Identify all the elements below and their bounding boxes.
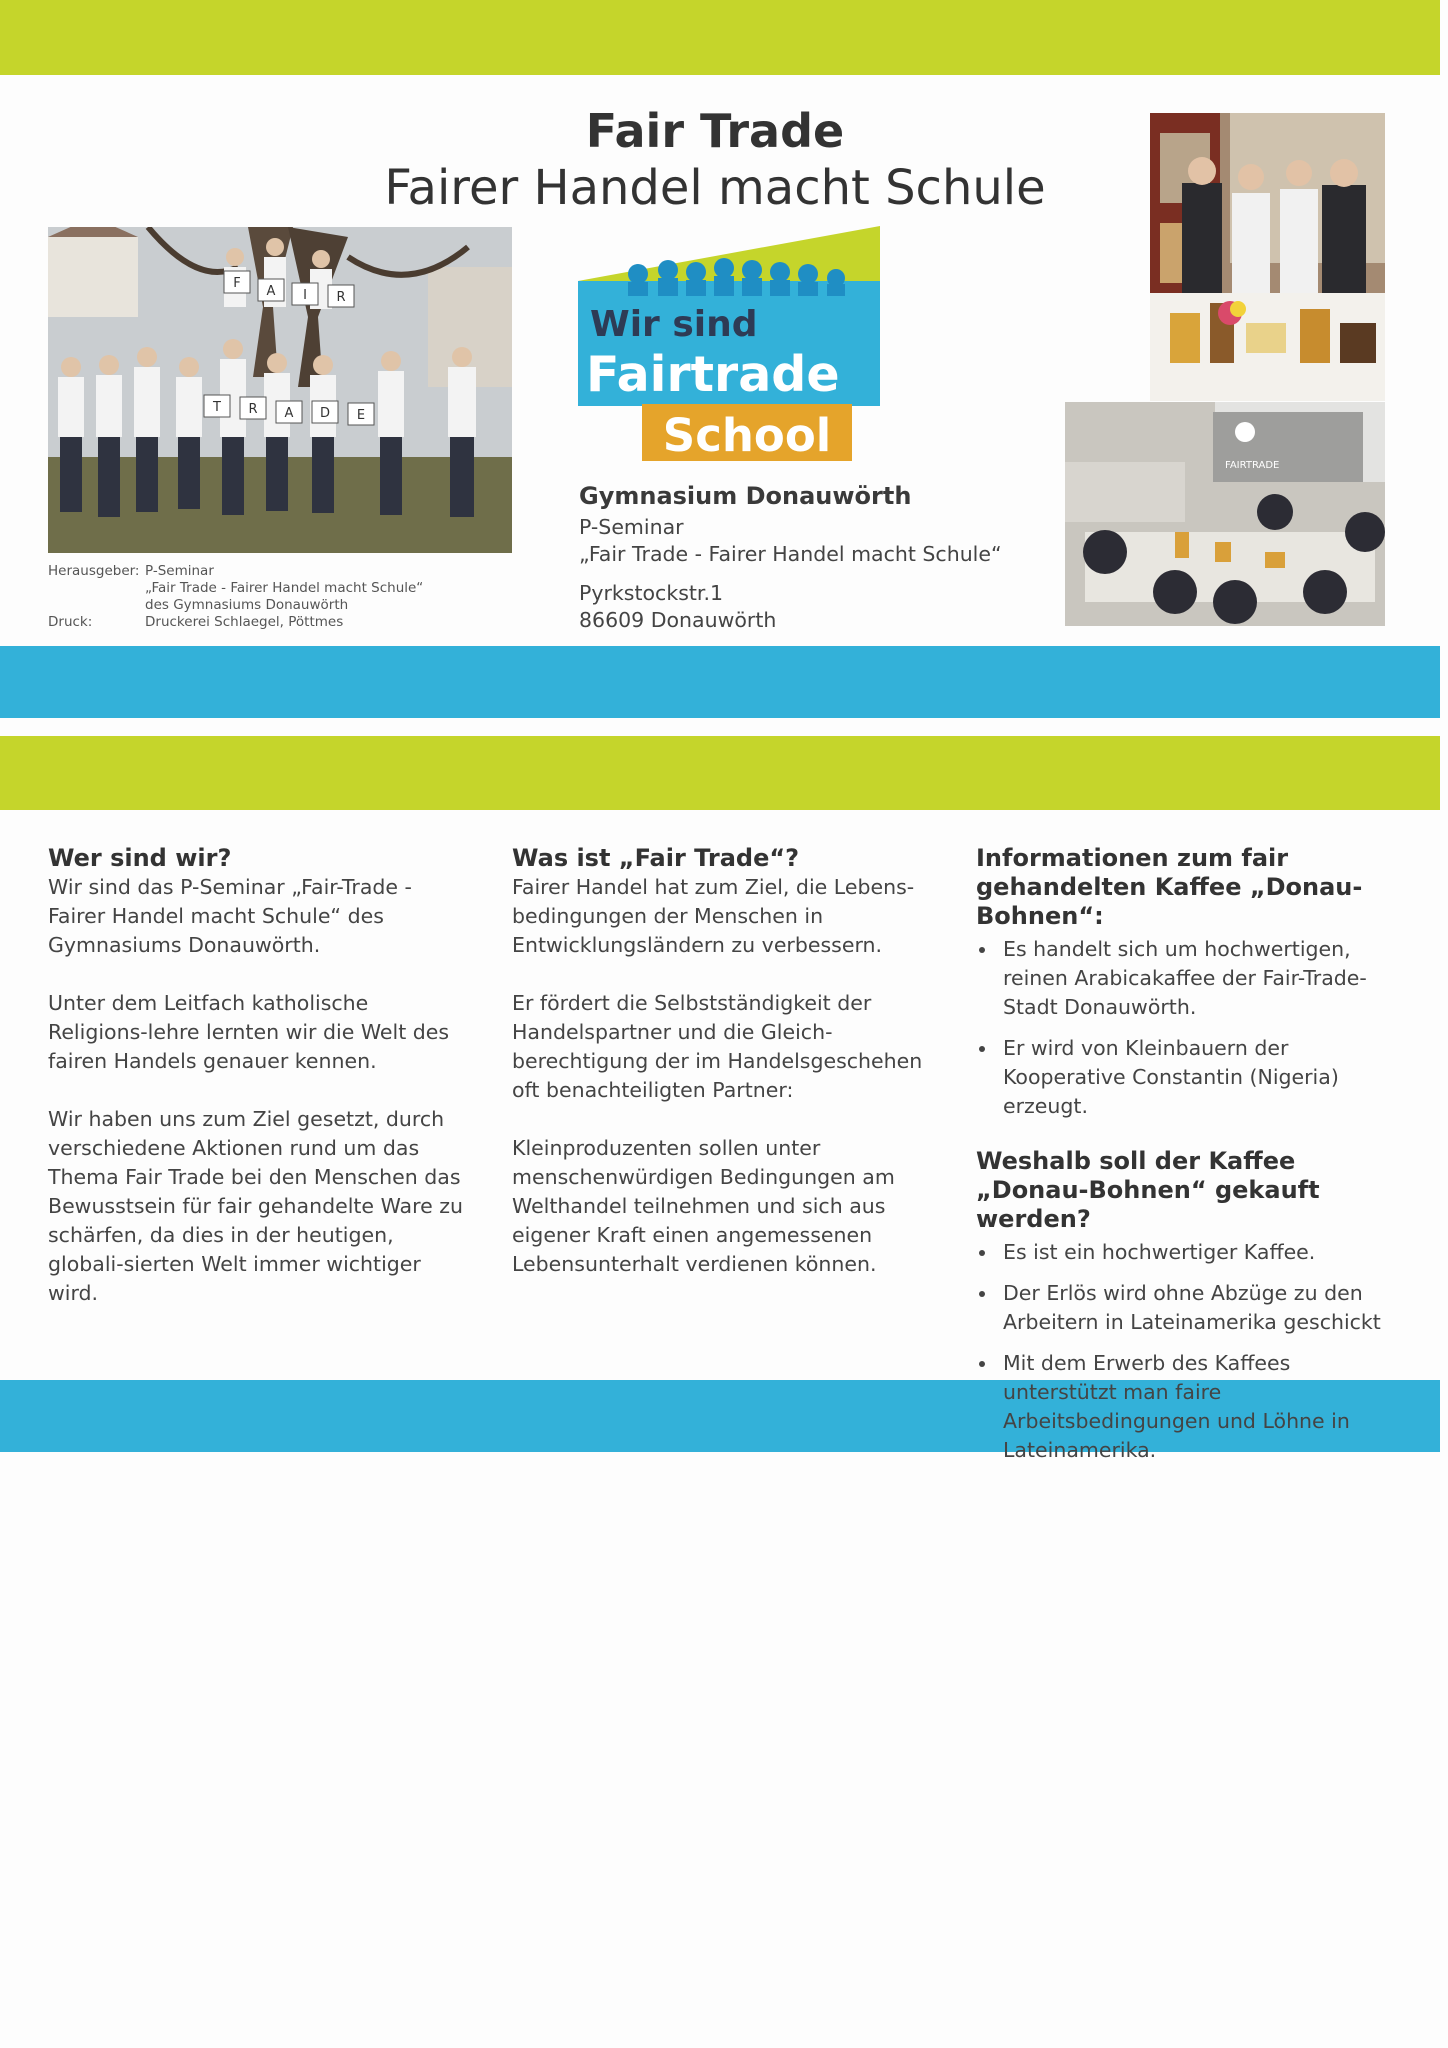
page-title: Fair Trade xyxy=(585,104,845,158)
middle-green-band xyxy=(0,736,1440,810)
street: Pyrkstockstr.1 xyxy=(579,581,724,605)
classroom-photo xyxy=(1065,402,1385,626)
list-item: Er wird von Kleinbauern der Kooperative Constantin (Nigeria) erzeugt. xyxy=(976,1034,1396,1121)
letter-card: D xyxy=(319,406,331,421)
heading-who-we-are: Wer sind wir? xyxy=(48,844,232,872)
credit-line: des Gymnasiums Donauwörth xyxy=(145,597,349,613)
paragraph: Er fördert die Selbstständigkeit der Handelspartner und die Gleich-berechtigung der im Handelsgeschehen oft benachteiligten Partner: xyxy=(512,991,923,1102)
fairtrade-sign: FAIRTRADE xyxy=(1225,460,1280,471)
letter-card: A xyxy=(284,406,294,421)
letter-card: A xyxy=(266,284,276,299)
letter-card: T xyxy=(213,400,221,415)
letter-card: E xyxy=(356,408,366,423)
list-item: Es handelt sich um hochwertigen, reinen Arabicakaffee der Fair-Trade-Stadt Donauwörth. xyxy=(976,935,1396,1022)
city: 86609 Donauwörth xyxy=(579,608,777,632)
page-subtitle: Fairer Handel macht Schule xyxy=(384,160,1046,216)
students-photo xyxy=(1150,113,1385,401)
fairtrade-school-logo xyxy=(578,226,880,461)
credit-label: Herausgeber: xyxy=(48,563,140,579)
column-coffee-info xyxy=(976,844,1396,1491)
credit-line: „Fair Trade - Fairer Handel macht Schule“ xyxy=(145,580,424,596)
credit-row xyxy=(48,563,423,614)
column-what-is-fair-trade xyxy=(512,844,932,1308)
list-item: Mit dem Erwerb des Kaffees unterstützt man faire Arbeitsbedingungen und Löhne in Lateinamerika. xyxy=(976,1349,1396,1465)
list-item: Es ist ein hochwertiger Kaffee. xyxy=(976,1238,1396,1267)
why-buy-list xyxy=(976,1238,1396,1465)
address-line: „Fair Trade - Fairer Handel macht Schule“ xyxy=(579,542,1002,566)
upper-blue-band xyxy=(0,646,1440,718)
credit-label: Druck: xyxy=(48,614,93,630)
paragraph: Fairer Handel hat zum Ziel, die Lebens-bedingungen der Menschen in Entwicklungsländern zu verbessern. xyxy=(512,875,915,957)
letter-card: I xyxy=(303,288,307,303)
coffee-info-list xyxy=(976,935,1396,1121)
credit-row xyxy=(48,614,423,631)
letter-card: R xyxy=(336,290,346,305)
list-item: Der Erlös wird ohne Abzüge zu den Arbeitern in Lateinamerika geschickt xyxy=(976,1279,1396,1337)
publisher-credits xyxy=(48,563,423,631)
credit-line: P-Seminar xyxy=(145,563,214,579)
address-line: P-Seminar xyxy=(579,515,684,539)
logo-line-3: School xyxy=(662,409,832,461)
heading-why-buy: Weshalb soll der Kaffee „Donau-Bohnen“ gekauft werden? xyxy=(976,1147,1320,1233)
paragraph: Kleinproduzenten sollen unter menschenwürdigen Bedingungen am Welthandel teilnehmen und sich aus eigener Kraft einen angemessenen Lebensunterhalt verdienen können. xyxy=(512,1136,895,1276)
school-name: Gymnasium Donauwörth xyxy=(579,482,912,510)
letter-card: F xyxy=(233,276,241,291)
column-who-we-are xyxy=(48,844,468,1337)
heading-coffee-info: Informationen zum fair gehandelten Kaffee „Donau-Bohnen“: xyxy=(976,844,1363,930)
paragraph: Unter dem Leitfach katholische Religions-lehre lernten wir die Welt des fairen Handels genauer kennen. xyxy=(48,991,450,1073)
letter-card: R xyxy=(248,402,258,417)
school-address xyxy=(579,482,1002,634)
group-photo xyxy=(48,227,512,553)
logo-line-2: Fairtrade xyxy=(586,346,840,403)
credit-line: Druckerei Schlaegel, Pöttmes xyxy=(145,614,344,630)
paragraph: Wir haben uns zum Ziel gesetzt, durch verschiedene Aktionen rund um das Thema Fair Trade bei den Menschen das Bewusstsein für fair gehandelte Ware zu schärfen, da dies in der heutigen, globali-sierten Welt immer wichtiger wird. xyxy=(48,1107,463,1305)
paragraph: Wir sind das P-Seminar „Fair-Trade - Fairer Handel macht Schule“ des Gymnasiums Donauwörth. xyxy=(48,875,412,957)
address-gap xyxy=(579,568,1002,580)
heading-what-is-fair-trade: Was ist „Fair Trade“? xyxy=(512,844,800,872)
logo-line-1: Wir sind xyxy=(590,304,758,345)
top-green-band xyxy=(0,0,1440,75)
